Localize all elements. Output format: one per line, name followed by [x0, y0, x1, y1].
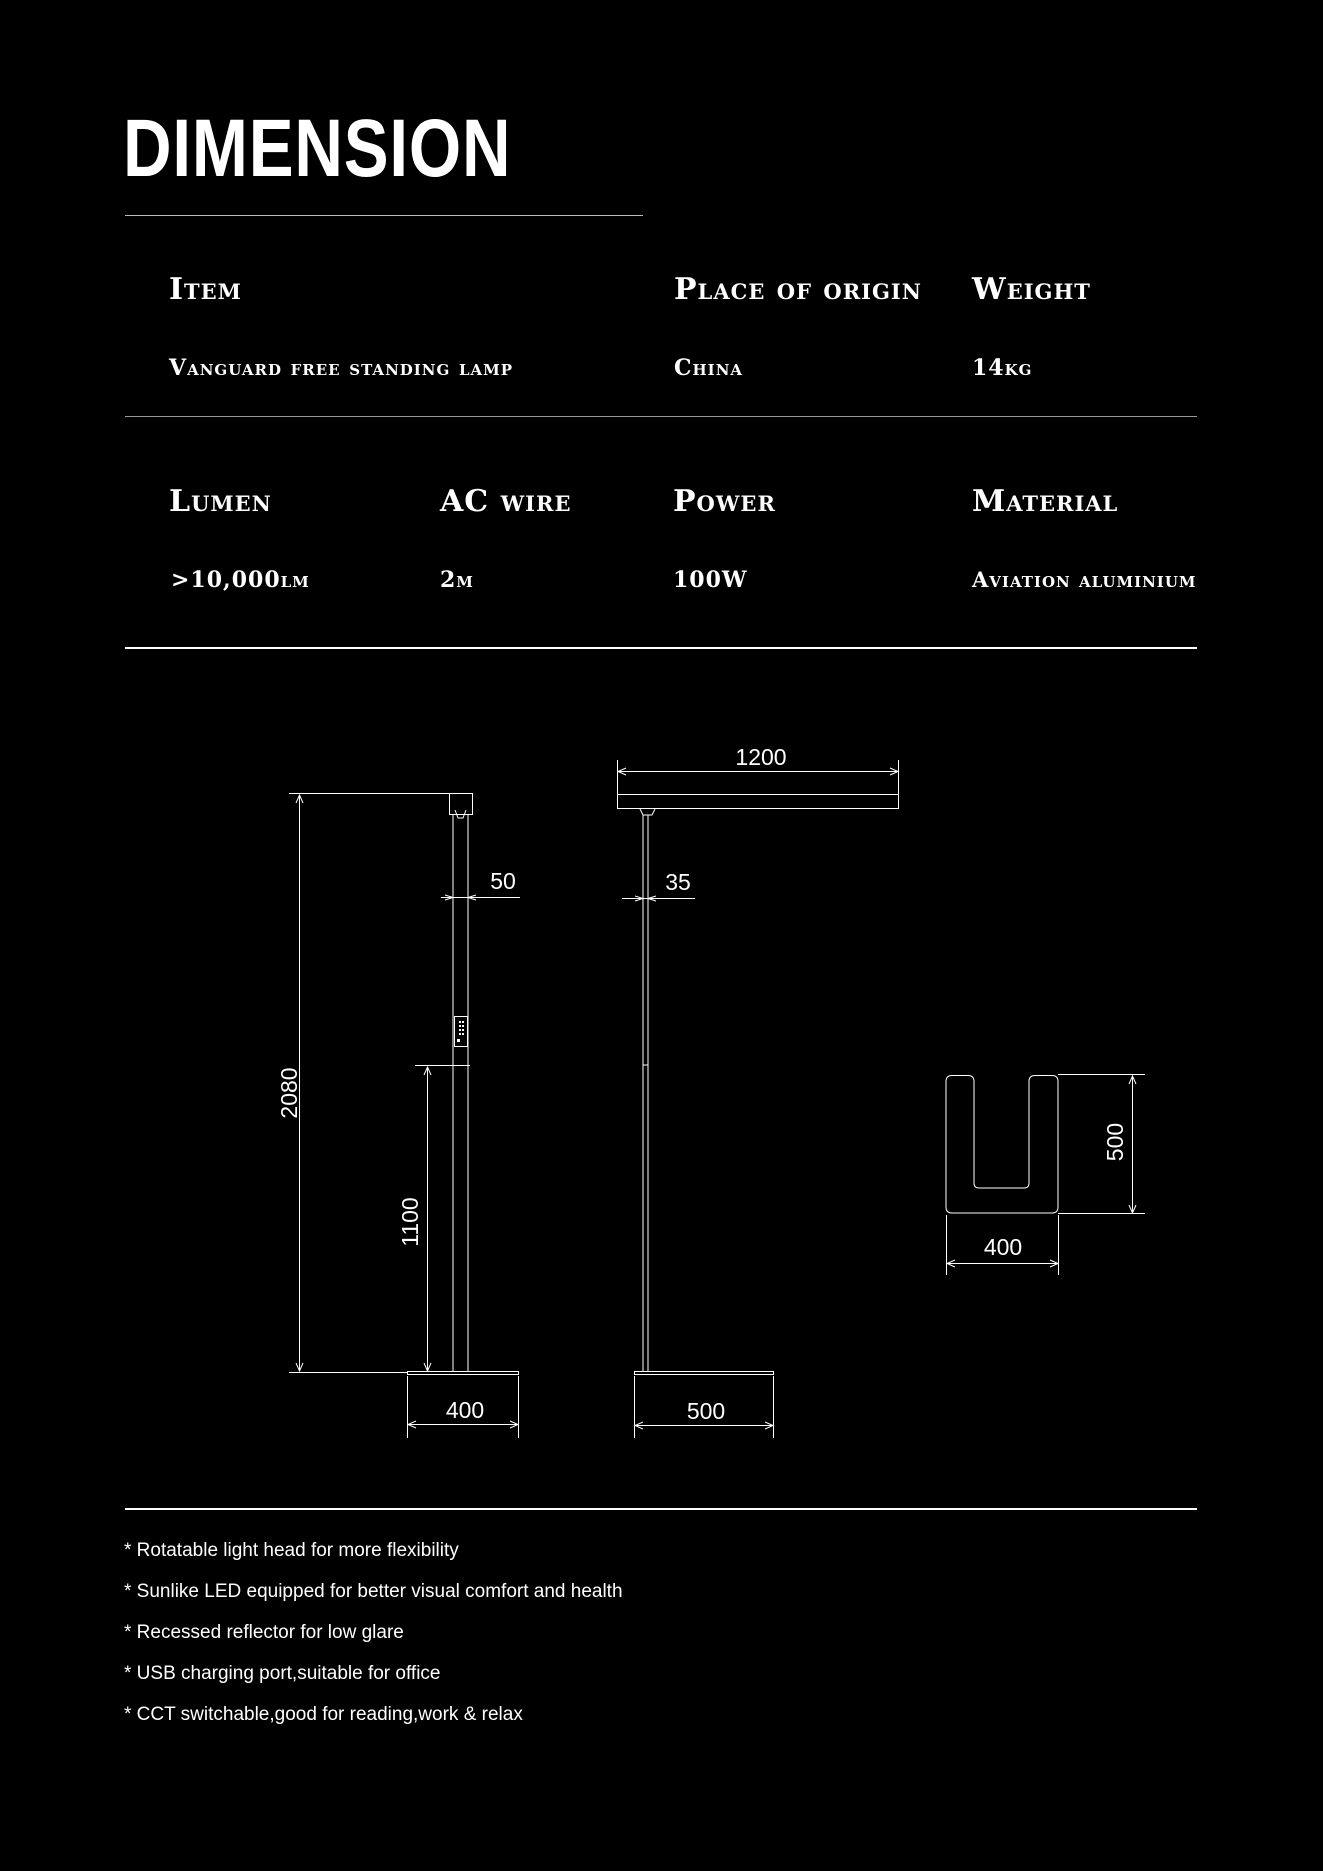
feature-item: * Recessed reflector for low glare — [124, 1622, 404, 1643]
spec-origin-label: Place of origin — [674, 272, 922, 307]
feature-item: * USB charging port,suitable for office — [124, 1663, 441, 1684]
spec-weight-value: 14kg — [972, 355, 1033, 381]
feature-list — [124, 1540, 623, 1745]
feature-item: * Sunlike LED equipped for better visual comfort and health — [124, 1581, 623, 1602]
dim-pole-50: 50 — [490, 868, 516, 894]
dim-switch-1100: 1100 — [397, 1197, 423, 1247]
dim-base-400-front: 400 — [445, 1397, 485, 1423]
control-panel-buttons — [457, 1021, 464, 1042]
feature-item: * Rotatable light head for more flexibility — [124, 1540, 459, 1561]
front-view-lamp — [289, 794, 520, 1439]
spec-lumen-label: Lumen — [169, 484, 272, 519]
side-view-lamp — [618, 760, 899, 1438]
dim-pole-35: 35 — [665, 869, 691, 895]
spec-ac-wire-value: 2m — [440, 567, 474, 593]
spec-power-label: Power — [673, 484, 776, 519]
spec-material-label: Material — [972, 484, 1119, 519]
page-title: DIMENSION — [123, 103, 512, 194]
feature-item: * CCT switchable,good for reading,work & relax — [124, 1704, 523, 1725]
drawing-divider — [125, 1508, 1197, 1510]
spec-weight-label: Weight — [972, 272, 1091, 307]
spec-item-value: Vanguard free standing lamp — [169, 355, 514, 381]
dim-base-500-side: 500 — [686, 1398, 726, 1424]
spec-material-value: Aviation aluminium — [972, 567, 1197, 592]
spec-power-value: 100W — [673, 567, 748, 593]
spec-ac-wire-label: AC wire — [440, 484, 572, 519]
dim-base-depth-500: 500 — [1102, 1122, 1128, 1162]
base-plan-view — [946, 1075, 1145, 1276]
dim-base-width-400: 400 — [983, 1234, 1023, 1260]
spec-origin-value: China — [674, 355, 744, 381]
dim-height-2080: 2080 — [276, 1067, 302, 1119]
spec-lumen-value: >10,000lm — [171, 567, 310, 593]
dim-arm-1200: 1200 — [735, 744, 787, 770]
spec-item-label: Item — [169, 272, 242, 307]
